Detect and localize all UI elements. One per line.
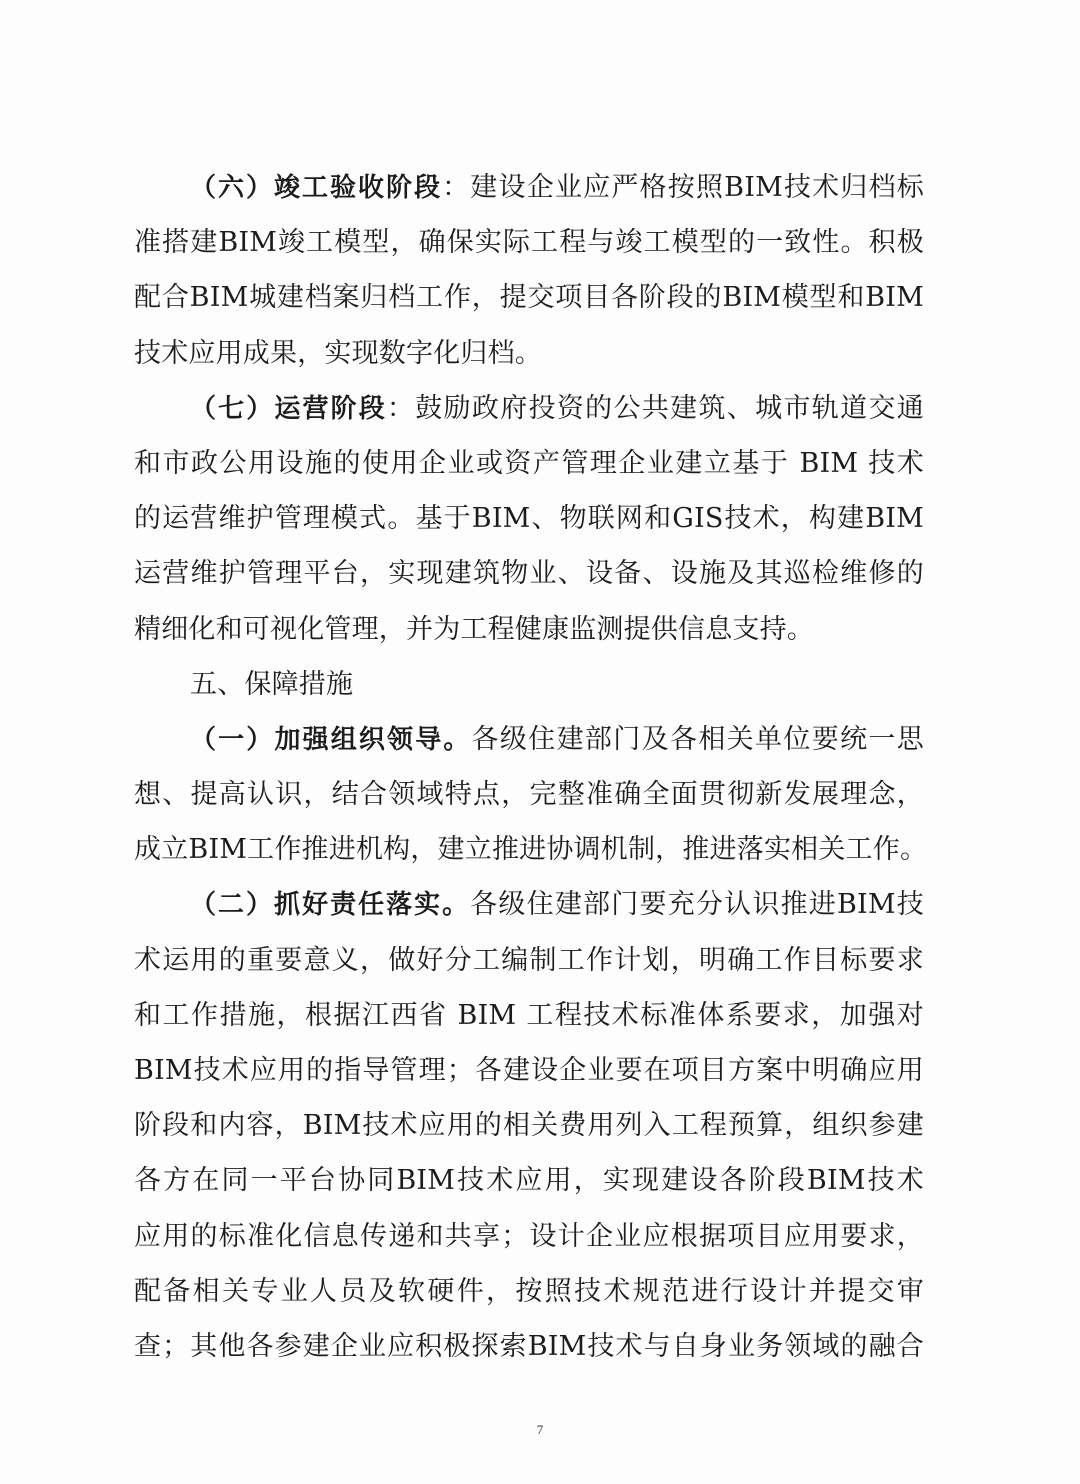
paragraph-line [134, 1043, 924, 1098]
paragraph-line [134, 822, 928, 877]
line-text: 查；其他各参建企业应积极探索BIM技术与自身业务领域的融合 [134, 1330, 924, 1362]
paragraph-line [134, 1098, 924, 1153]
section-heading: （一）加强组织领导。 [190, 724, 472, 755]
paragraph-line [134, 1209, 924, 1264]
paragraph-line [134, 767, 924, 822]
paragraph-line [134, 1319, 924, 1374]
line-text: ：鼓励政府投资的公共建筑、城市轨道交通 [386, 392, 924, 424]
paragraph-line [134, 491, 924, 546]
line-text: 术运用的重要意义，做好分工编制工作计划，明确工作目标要求 [134, 944, 924, 976]
paragraph-line [134, 988, 924, 1043]
line-text: 想、提高认识，结合领域特点，完整准确全面贯彻新发展理念， [134, 779, 924, 811]
line-text: 的运营维护管理模式。基于BIM、物联网和GIS技术，构建BIM [134, 503, 924, 535]
line-text: 技术应用成果，实现数字化归档。 [134, 337, 542, 369]
section-heading: （二）抓好责任落实。 [190, 890, 471, 921]
line-text: 五、保障措施 [190, 668, 354, 700]
paragraph-line [134, 712, 924, 767]
paragraph-line [134, 381, 924, 436]
line-text: 和工作措施，根据江西省 BIM 工程技术标准体系要求，加强对 [134, 999, 924, 1031]
line-text: BIM技术应用的指导管理；各建设企业要在项目方案中明确应用 [134, 1055, 924, 1086]
line-text: 应用的标准化信息传递和共享；设计企业应根据项目应用要求， [134, 1220, 924, 1252]
paragraph-line [134, 546, 924, 601]
line-text: 成立BIM工作推进机构，建立推进协调机制，推进落实相关工作。 [134, 834, 928, 866]
line-text: 阶段和内容，BIM技术应用的相关费用列入工程预算，组织参建 [134, 1110, 924, 1142]
line-text: 运营维护管理平台，实现建筑物业、设备、设施及其巡检维修的 [134, 558, 924, 590]
section-heading: （六）竣工验收阶段 [190, 173, 443, 203]
line-text: 精细化和可视化管理，并为工程健康监测提供信息支持。 [134, 613, 814, 645]
paragraph-line [134, 1264, 924, 1319]
line-text: 配备相关专业人员及软硬件，按照技术规范进行设计并提交审 [134, 1275, 924, 1307]
line-text: 各级住建部门及各相关单位要统一思 [471, 723, 924, 755]
paragraph-line [134, 933, 924, 988]
line-text: 各级住建部门要充分认识推进BIM技 [470, 889, 924, 921]
paragraph-line [134, 602, 924, 657]
line-text: ：建设企业应严格按照BIM技术归档标 [442, 172, 924, 203]
paragraph-line [134, 436, 924, 491]
paragraph-line [134, 877, 924, 932]
line-text: 配合BIM城建档案归档工作，提交项目各阶段的BIM模型和BIM [134, 282, 924, 314]
chapter-heading [134, 657, 924, 712]
paragraph-line [134, 215, 924, 270]
page-number: 7 [536, 1422, 544, 1437]
paragraph-line [134, 1153, 924, 1208]
body-text [134, 160, 928, 1374]
paragraph-line [134, 270, 924, 325]
line-text: 和市政公用设施的使用企业或资产管理企业建立基于 BIM 技术 [134, 447, 924, 479]
line-text: 准搭建BIM竣工模型，确保实际工程与竣工模型的一致性。积极 [134, 227, 924, 259]
section-heading: （七）运营阶段 [190, 393, 387, 424]
paragraph-line [134, 160, 924, 215]
paragraph-line [134, 326, 924, 381]
line-text: 各方在同一平台协同BIM技术应用，实现建设各阶段BIM技术 [134, 1165, 924, 1197]
